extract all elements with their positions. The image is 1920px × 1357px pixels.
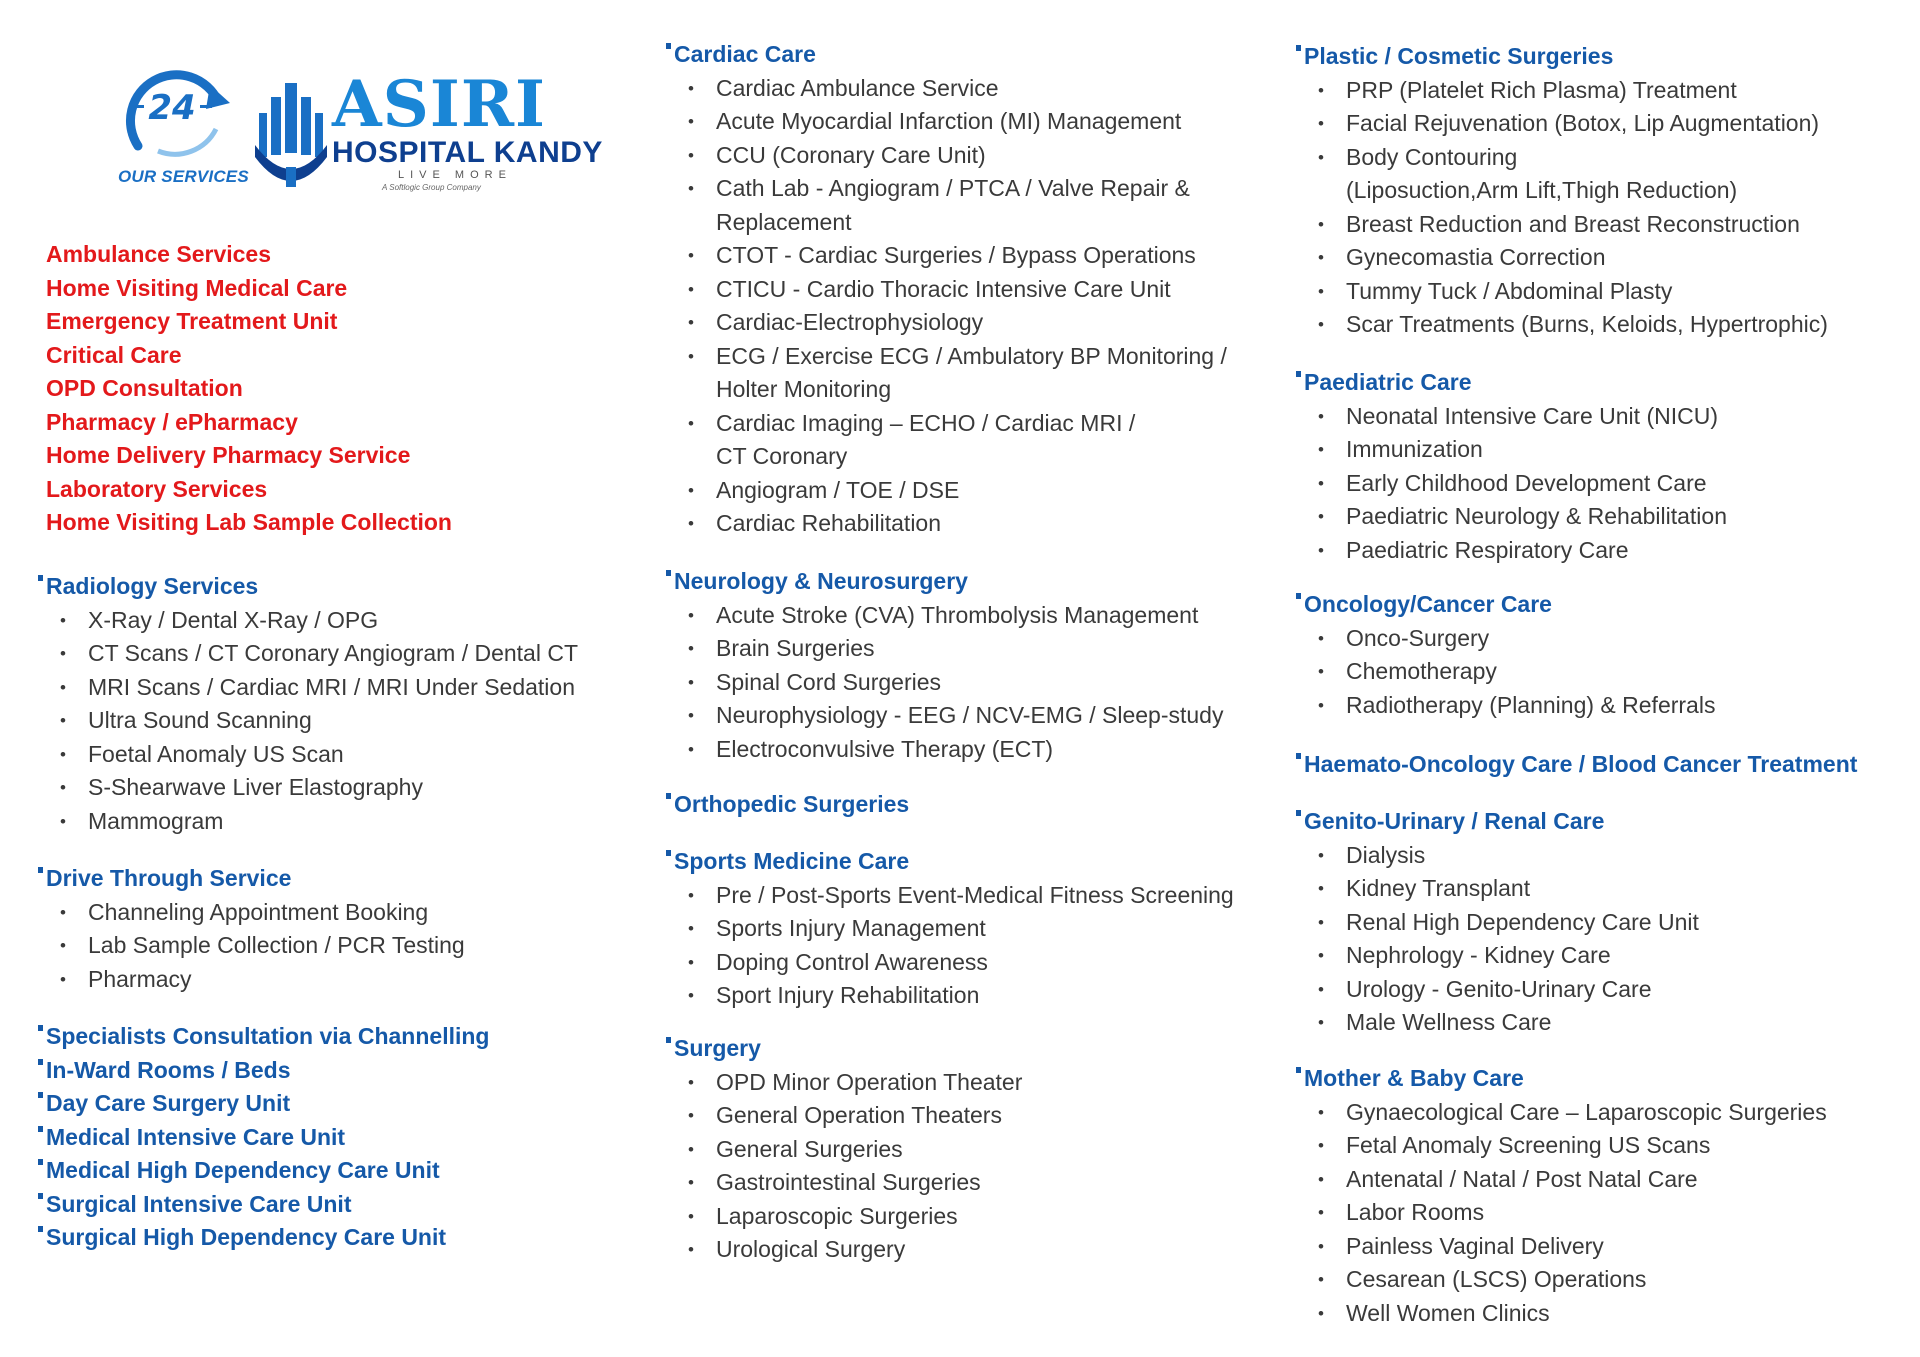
plastic-section: [1296, 40, 1828, 342]
list-item: • General Surgeries: [666, 1133, 1022, 1167]
list-item: • Cath Lab - Angiogram / PTCA / Valve Repair & Replacement: [666, 172, 1227, 239]
section-title: Surgery: [666, 1032, 1022, 1066]
list-item: • Scar Treatments (Burns, Keloids, Hypertrophic): [1296, 308, 1828, 342]
svg-text:24: 24: [148, 88, 196, 128]
brand-subtitle: HOSPITAL KANDY: [332, 136, 603, 169]
core-service-item: Home Delivery Pharmacy Service: [46, 442, 411, 468]
tagline: LIVE MORE: [398, 169, 512, 181]
list-item: • Early Childhood Development Care: [1296, 467, 1727, 501]
core-service-item: Critical Care: [46, 341, 182, 368]
list-item: • Channeling Appointment Booking: [38, 896, 465, 930]
core-service-item: Home Visiting Lab Sample Collection: [46, 509, 452, 535]
list-item: • S-Shearwave Liver Elastography: [38, 771, 578, 805]
core-service-item: Emergency Treatment Unit: [46, 308, 338, 334]
neuro-section: [666, 565, 1223, 766]
haemato-section: [1296, 748, 1857, 782]
list-item: • Cardiac Rehabilitation: [666, 507, 1227, 541]
hospital-logo: [110, 45, 610, 205]
oncology-section: [1296, 588, 1715, 722]
core-service-item: Home Visiting Medical Care: [46, 274, 348, 301]
list-item: • Brain Surgeries: [666, 632, 1223, 666]
list-item: • Renal High Dependency Care Unit: [1296, 906, 1699, 940]
list-item: • CCU (Coronary Care Unit): [666, 139, 1227, 173]
units-section: [38, 1020, 489, 1255]
brand-name: ASIRI: [332, 67, 546, 142]
list-item: • CTICU - Cardio Thoracic Intensive Care Unit: [666, 273, 1227, 307]
section-title: Oncology/Cancer Care: [1296, 588, 1715, 622]
cardiac-section: [666, 38, 1227, 541]
list-item: • Kidney Transplant: [1296, 872, 1699, 906]
list-item: • Mammogram: [38, 805, 578, 839]
list-item: • Labor Rooms: [1296, 1196, 1827, 1230]
list-item: • Paediatric Respiratory Care: [1296, 534, 1727, 568]
list-item: • Immunization: [1296, 433, 1727, 467]
list-item: • CT Scans / CT Coronary Angiogram / Dental CT: [38, 637, 578, 671]
list-item: • Cesarean (LSCS) Operations: [1296, 1263, 1827, 1297]
list-item: • Acute Stroke (CVA) Thrombolysis Management: [666, 599, 1223, 633]
list-item: • Foetal Anomaly US Scan: [38, 738, 578, 772]
paediatric-section: [1296, 366, 1727, 567]
list-item: • General Operation Theaters: [666, 1099, 1022, 1133]
list-item: • Fetal Anomaly Screening US Scans: [1296, 1129, 1827, 1163]
list-item: • Male Wellness Care: [1296, 1006, 1699, 1040]
list-item: • PRP (Platelet Rich Plasma) Treatment: [1296, 74, 1828, 108]
list-item: • Gynaecological Care – Laparoscopic Surgeries: [1296, 1096, 1827, 1130]
list-item: • Cardiac Imaging – ECHO / Cardiac MRI / CT Coronary: [666, 407, 1227, 474]
24-hours-clock-icon: [118, 51, 230, 171]
unit-title: Surgical High Dependency Care Unit: [38, 1221, 489, 1255]
list-item: • Dialysis: [1296, 839, 1699, 873]
unit-title: Medical Intensive Care Unit: [38, 1121, 489, 1155]
list-item: • Ultra Sound Scanning: [38, 704, 578, 738]
list-item: • Lab Sample Collection / PCR Testing: [38, 929, 465, 963]
list-item: • Neurophysiology - EEG / NCV-EMG / Sleep-study: [666, 699, 1223, 733]
list-item: • Tummy Tuck / Abdominal Plasty: [1296, 275, 1828, 309]
list-item: • Pre / Post-Sports Event-Medical Fitness Screening: [666, 879, 1234, 913]
core-service-item: Laboratory Services: [46, 475, 268, 502]
list-item: • Urological Surgery: [666, 1233, 1022, 1267]
list-item: • Well Women Clinics: [1296, 1297, 1827, 1331]
list-item: • Cardiac Ambulance Service: [666, 72, 1227, 106]
core-service-item: Ambulance Services: [46, 241, 272, 267]
list-item: • Antenatal / Natal / Post Natal Care: [1296, 1163, 1827, 1197]
section-title: Paediatric Care: [1296, 366, 1727, 400]
section-title: Orthopedic Surgeries: [666, 788, 909, 822]
list-item: • Radiotherapy (Planning) & Referrals: [1296, 689, 1715, 723]
section-title: Genito-Urinary / Renal Care: [1296, 805, 1699, 839]
core-service-item: Pharmacy / ePharmacy: [46, 408, 298, 435]
unit-title: Specialists Consultation via Channelling: [38, 1020, 489, 1054]
section-title: Neurology & Neurosurgery: [666, 565, 1223, 599]
company-note: A Softlogic Group Company: [382, 183, 481, 192]
list-item: • Pharmacy: [38, 963, 465, 997]
section-title: Drive Through Service: [38, 862, 465, 896]
list-item: • Nephrology - Kidney Care: [1296, 939, 1699, 973]
unit-title: Medical High Dependency Care Unit: [38, 1154, 489, 1188]
section-title: Mother & Baby Care: [1296, 1062, 1827, 1096]
list-item: • Painless Vaginal Delivery: [1296, 1230, 1827, 1264]
list-item: • Cardiac-Electrophysiology: [666, 306, 1227, 340]
unit-title: Surgical Intensive Care Unit: [38, 1188, 489, 1222]
list-item: • Sports Injury Management: [666, 912, 1234, 946]
section-title: Radiology Services: [38, 570, 578, 604]
section-title: Plastic / Cosmetic Surgeries: [1296, 40, 1828, 74]
list-item: • Onco-Surgery: [1296, 622, 1715, 656]
surgery-section: [666, 1032, 1022, 1267]
section-title: Cardiac Care: [666, 38, 1227, 72]
hospital-building-icon: [255, 83, 327, 188]
list-item: • Gastrointestinal Surgeries: [666, 1166, 1022, 1200]
core-services-list: [46, 238, 452, 540]
core-service-item: OPD Consultation: [46, 375, 243, 401]
list-item: • Doping Control Awareness: [666, 946, 1234, 980]
list-item: • Laparoscopic Surgeries: [666, 1200, 1022, 1234]
list-item: • Chemotherapy: [1296, 655, 1715, 689]
list-item: • Spinal Cord Surgeries: [666, 666, 1223, 700]
list-item: • Breast Reduction and Breast Reconstruction: [1296, 208, 1828, 242]
badge-caption: OUR SERVICES: [118, 167, 249, 186]
list-item: • Facial Rejuvenation (Botox, Lip Augmentation): [1296, 107, 1828, 141]
list-item: • Urology - Genito-Urinary Care: [1296, 973, 1699, 1007]
list-item: • Acute Myocardial Infarction (MI) Management: [666, 105, 1227, 139]
list-item: • OPD Minor Operation Theater: [666, 1066, 1022, 1100]
mother-baby-section: [1296, 1062, 1827, 1330]
section-title: Haemato-Oncology Care / Blood Cancer Treatment: [1296, 748, 1857, 782]
list-item: • X-Ray / Dental X-Ray / OPG: [38, 604, 578, 638]
list-item: • CTOT - Cardiac Surgeries / Bypass Operations: [666, 239, 1227, 273]
list-item: • Electroconvulsive Therapy (ECT): [666, 733, 1223, 767]
list-item: • MRI Scans / Cardiac MRI / MRI Under Sedation: [38, 671, 578, 705]
genito-section: [1296, 805, 1699, 1040]
drive-through-section: [38, 862, 465, 996]
list-item: • Angiogram / TOE / DSE: [666, 474, 1227, 508]
list-item: • Paediatric Neurology & Rehabilitation: [1296, 500, 1727, 534]
list-item: • Body Contouring (Liposuction,Arm Lift,Thigh Reduction): [1296, 141, 1828, 208]
list-item: • Gynecomastia Correction: [1296, 241, 1828, 275]
list-item: • ECG / Exercise ECG / Ambulatory BP Monitoring / Holter Monitoring: [666, 340, 1227, 407]
ortho-section: [666, 788, 909, 822]
list-item: • Neonatal Intensive Care Unit (NICU): [1296, 400, 1727, 434]
list-item: • Sport Injury Rehabilitation: [666, 979, 1234, 1013]
unit-title: Day Care Surgery Unit: [38, 1087, 489, 1121]
radiology-section: [38, 570, 578, 838]
sports-section: [666, 845, 1234, 1013]
section-title: Sports Medicine Care: [666, 845, 1234, 879]
unit-title: In-Ward Rooms / Beds: [38, 1054, 489, 1088]
